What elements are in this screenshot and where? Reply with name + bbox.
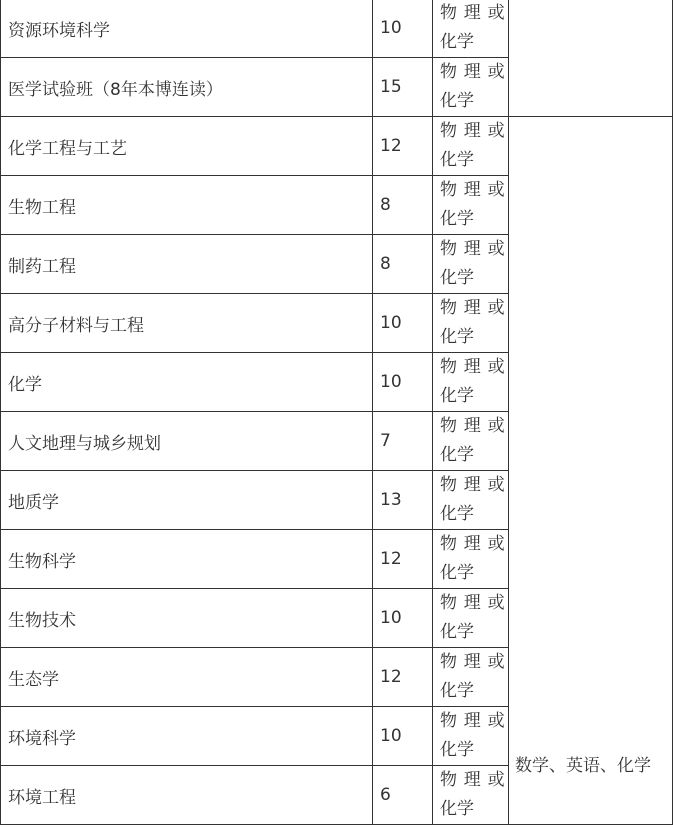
requirement-line-1: 物理或 xyxy=(440,62,512,82)
major-name: 化学工程与工艺 xyxy=(1,117,373,176)
requirement-line-2: 化学 xyxy=(440,445,474,465)
requirement-line-2: 化学 xyxy=(440,209,474,229)
subject-requirement xyxy=(433,235,512,294)
subject-requirement xyxy=(433,353,512,412)
table-row xyxy=(1,0,673,58)
requirement-line-1: 物理或 xyxy=(440,534,512,554)
subject-requirement xyxy=(433,707,512,766)
major-name: 资源环境科学 xyxy=(1,0,373,58)
requirement-line-2: 化学 xyxy=(440,386,474,406)
requirement-line-2: 化学 xyxy=(440,91,474,111)
requirement-line-2: 化学 xyxy=(440,563,474,583)
enrollment-count: 7 xyxy=(373,412,433,471)
major-name: 制药工程 xyxy=(1,235,373,294)
requirement-line-1: 物理或 xyxy=(440,475,512,495)
enrollment-count: 12 xyxy=(373,530,433,589)
major-name: 生物科学 xyxy=(1,530,373,589)
subject-requirement xyxy=(433,294,512,353)
enrollment-count: 10 xyxy=(373,294,433,353)
requirement-line-1: 物理或 xyxy=(440,711,512,731)
table-row xyxy=(1,117,673,176)
subject-requirement xyxy=(433,412,512,471)
requirement-line-2: 化学 xyxy=(440,740,474,760)
requirement-line-1: 物理或 xyxy=(440,652,512,672)
subject-requirement xyxy=(433,471,512,530)
major-name: 化学 xyxy=(1,353,373,412)
subject-requirement xyxy=(433,58,512,117)
major-name: 医学试验班（8年本博连读） xyxy=(1,58,373,117)
major-name: 人文地理与城乡规划 xyxy=(1,412,373,471)
major-name: 环境科学 xyxy=(1,707,373,766)
major-name: 地质学 xyxy=(1,471,373,530)
enrollment-count: 12 xyxy=(373,117,433,176)
subject-requirement xyxy=(433,0,512,58)
enrollment-count: 12 xyxy=(373,648,433,707)
enrollment-count: 15 xyxy=(373,58,433,117)
exam-subjects-cell: 数学、英语、化学 xyxy=(509,117,673,825)
requirement-line-2: 化学 xyxy=(440,150,474,170)
requirement-line-2: 化学 xyxy=(440,268,474,288)
major-name: 环境工程 xyxy=(1,766,373,825)
major-name: 高分子材料与工程 xyxy=(1,294,373,353)
requirement-line-2: 化学 xyxy=(440,681,474,701)
subject-requirement xyxy=(433,176,512,235)
requirement-line-1: 物理或 xyxy=(440,770,512,790)
enrollment-count: 10 xyxy=(373,0,433,58)
requirement-line-1: 物理或 xyxy=(440,3,512,23)
enrollment-count: 10 xyxy=(373,707,433,766)
enrollment-count: 6 xyxy=(373,766,433,825)
enrollment-count: 10 xyxy=(373,353,433,412)
requirement-line-1: 物理或 xyxy=(440,593,512,613)
major-name: 生物工程 xyxy=(1,176,373,235)
requirement-line-1: 物理或 xyxy=(440,357,512,377)
requirement-line-1: 物理或 xyxy=(440,121,512,141)
requirement-line-1: 物理或 xyxy=(440,180,512,200)
requirement-line-2: 化学 xyxy=(440,622,474,642)
requirement-line-2: 化学 xyxy=(440,32,474,52)
enrollment-count: 8 xyxy=(373,235,433,294)
subject-requirement xyxy=(433,589,512,648)
requirement-line-1: 物理或 xyxy=(440,298,512,318)
subject-requirement xyxy=(433,530,512,589)
requirement-line-2: 化学 xyxy=(440,327,474,347)
exam-subjects-cell-empty xyxy=(509,0,673,117)
subject-requirement xyxy=(433,766,512,825)
enrollment-count: 13 xyxy=(373,471,433,530)
requirement-line-1: 物理或 xyxy=(440,416,512,436)
subject-requirement xyxy=(433,648,512,707)
enrollment-count: 8 xyxy=(373,176,433,235)
requirement-line-2: 化学 xyxy=(440,504,474,524)
major-name: 生物技术 xyxy=(1,589,373,648)
major-name: 生态学 xyxy=(1,648,373,707)
enrollment-count: 10 xyxy=(373,589,433,648)
requirement-line-1: 物理或 xyxy=(440,239,512,259)
requirement-line-2: 化学 xyxy=(440,799,474,819)
subject-requirement xyxy=(433,117,512,176)
